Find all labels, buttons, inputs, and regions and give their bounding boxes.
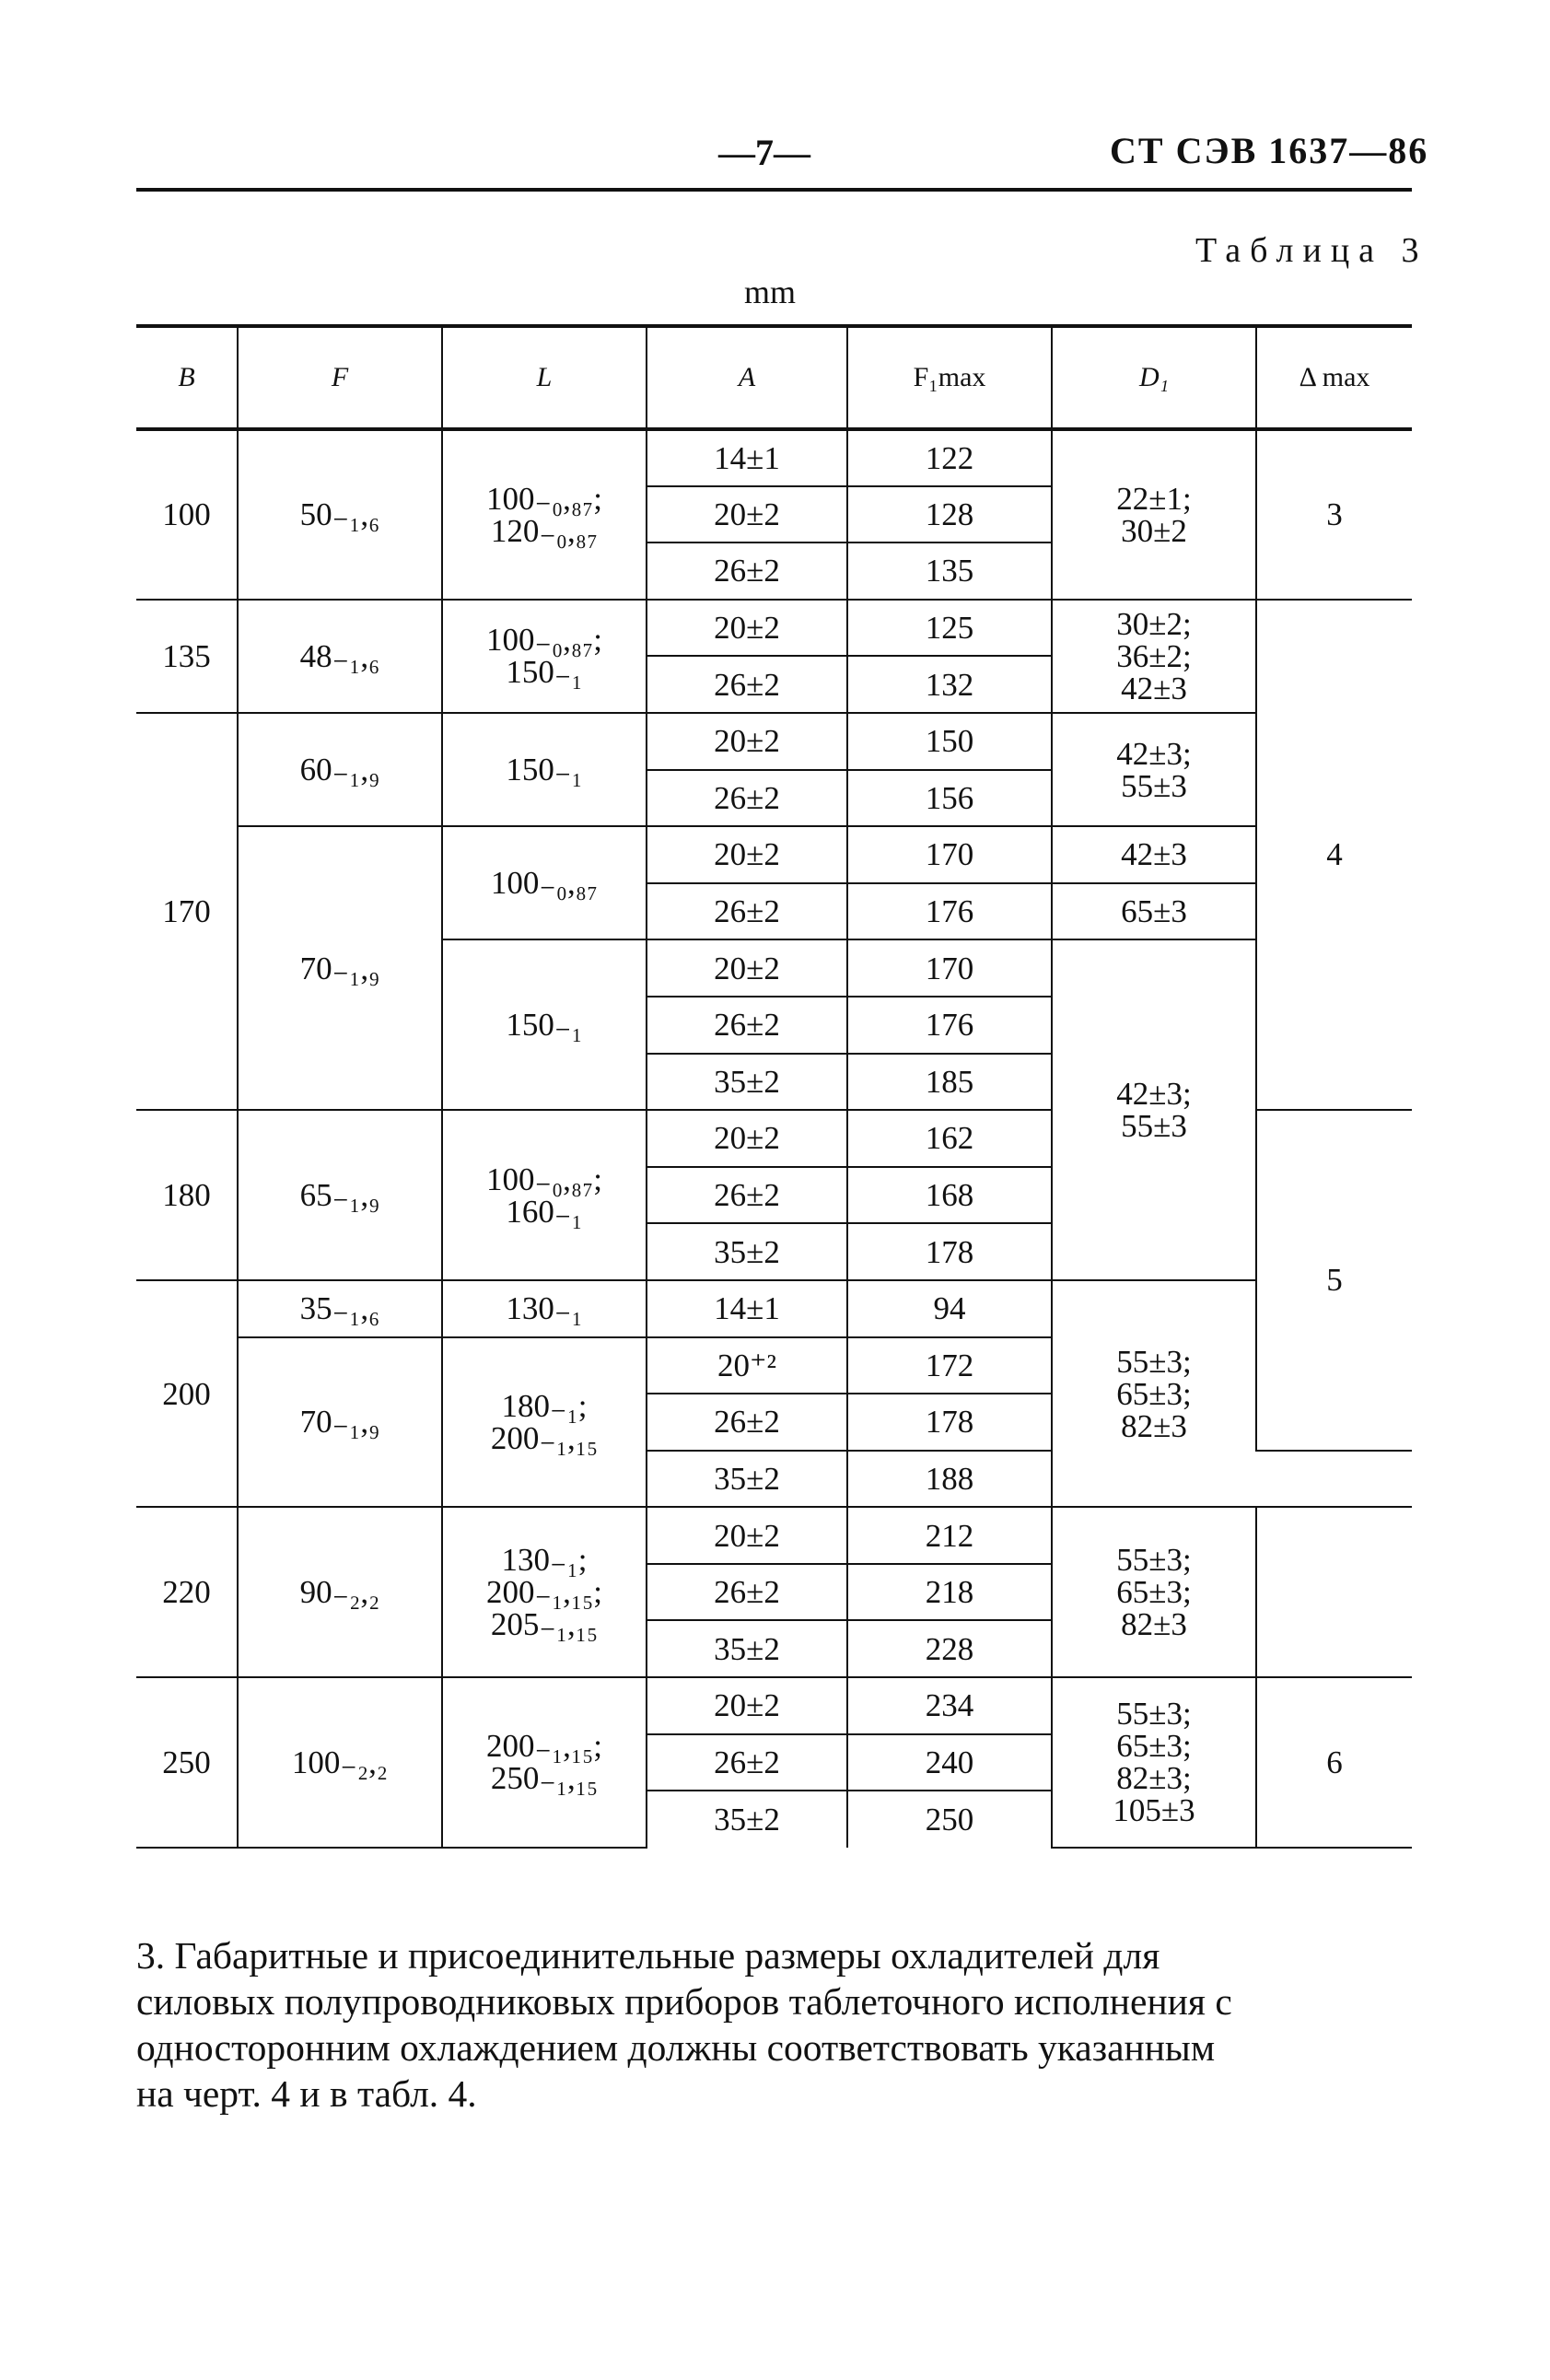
- header-rule: [136, 188, 1412, 192]
- cell-a: 35±2: [647, 1223, 847, 1280]
- cell-l: 180₋₁; 200₋₁,₁₅: [442, 1337, 647, 1508]
- cell-f1max: 178: [847, 1223, 1052, 1280]
- cell-a: 26±2: [647, 1167, 847, 1224]
- cell-f1max: 122: [847, 429, 1052, 486]
- table-row: [136, 429, 1412, 486]
- cell-a: 26±2: [647, 1734, 847, 1791]
- cell-f: 35₋₁,₆: [238, 1280, 442, 1337]
- cell-l: 150₋₁: [442, 713, 647, 826]
- cell-f: 48₋₁,₆: [238, 600, 442, 713]
- cell-a: 20±2: [647, 1677, 847, 1734]
- cell-f1max: 212: [847, 1507, 1052, 1564]
- cell-a: 35±2: [647, 1054, 847, 1111]
- cell-l: 130₋₁: [442, 1280, 647, 1337]
- table-row: [136, 1507, 1412, 1564]
- col-header-f1max: F₁max: [847, 326, 1052, 429]
- table-row: [136, 713, 1412, 770]
- table-units: mm: [744, 274, 797, 310]
- col-header-d1: D₁: [1052, 326, 1256, 429]
- cell-a: 35±2: [647, 1791, 847, 1848]
- cell-a: 14±1: [647, 1280, 847, 1337]
- cell-a: 20±2: [647, 486, 847, 543]
- cell-delta-max: 4: [1256, 600, 1412, 1110]
- paragraph-line: на черт. 4 и в табл. 4.: [136, 2072, 477, 2115]
- cell-a: 20±2: [647, 600, 847, 657]
- table-row: [136, 1280, 1412, 1337]
- cell-f1max: 218: [847, 1564, 1052, 1621]
- paragraph-line: 3. Габаритные и присоединительные размеры охладителей для: [136, 1934, 1160, 1977]
- cell-f: 65₋₁,₉: [238, 1110, 442, 1280]
- cell-b: 170: [136, 713, 238, 1110]
- cell-a: 26±2: [647, 1394, 847, 1451]
- col-header-l: L: [442, 326, 647, 429]
- cell-f1max: 168: [847, 1167, 1052, 1224]
- cell-a: 26±2: [647, 542, 847, 600]
- cell-d1: 30±2; 36±2; 42±3: [1052, 600, 1256, 713]
- cell-a: 26±2: [647, 883, 847, 940]
- cell-a: 26±2: [647, 997, 847, 1054]
- col-header-delta-max: Δ max: [1256, 326, 1412, 429]
- cell-l: 100₋₀,₈₇; 160₋₁: [442, 1110, 647, 1280]
- cell-f: 90₋₂,₂: [238, 1507, 442, 1677]
- cell-f: 60₋₁,₉: [238, 713, 442, 826]
- col-header-a: A: [647, 326, 847, 429]
- cell-f1max: 156: [847, 770, 1052, 827]
- cell-f: 100₋₂,₂: [238, 1677, 442, 1848]
- cell-f1max: 125: [847, 600, 1052, 657]
- cell-l: 200₋₁,₁₅; 250₋₁,₁₅: [442, 1677, 647, 1848]
- cell-d1: 55±3; 65±3; 82±3: [1052, 1507, 1256, 1677]
- cell-d1: 22±1; 30±2: [1052, 429, 1256, 600]
- col-header-b: B: [136, 326, 238, 429]
- cell-b: 250: [136, 1677, 238, 1848]
- col-header-f: F: [238, 326, 442, 429]
- cell-l: 100₋₀,₈₇; 120₋₀,₈₇: [442, 429, 647, 600]
- table-row: [136, 826, 1412, 883]
- cell-a: 35±2: [647, 1620, 847, 1677]
- cell-f1max: 128: [847, 486, 1052, 543]
- cell-a: 26±2: [647, 656, 847, 713]
- cell-f1max: 162: [847, 1110, 1052, 1167]
- cell-f1max: 250: [847, 1791, 1052, 1848]
- dimensions-table: [136, 324, 1412, 1849]
- cell-f1max: 188: [847, 1451, 1052, 1508]
- table-header-row: [136, 326, 1412, 429]
- cell-delta-max: [1256, 1507, 1412, 1677]
- cell-a: 14±1: [647, 429, 847, 486]
- cell-f1max: 234: [847, 1677, 1052, 1734]
- table-title: Таблица 3: [1195, 231, 1428, 270]
- cell-f1max: 170: [847, 826, 1052, 883]
- cell-d1: 65±3: [1052, 883, 1256, 940]
- cell-a: 20±2: [647, 1507, 847, 1564]
- cell-b: 220: [136, 1507, 238, 1677]
- cell-f1max: 228: [847, 1620, 1052, 1677]
- cell-f1max: 240: [847, 1734, 1052, 1791]
- cell-l: 130₋₁; 200₋₁,₁₅; 205₋₁,₁₅: [442, 1507, 647, 1677]
- standard-designation: СТ СЭВ 1637—86: [1110, 130, 1429, 171]
- cell-delta-max: 3: [1256, 429, 1412, 600]
- cell-f1max: 170: [847, 939, 1052, 997]
- cell-l: 100₋₀,₈₇: [442, 826, 647, 939]
- cell-a: 20±2: [647, 826, 847, 883]
- cell-a: 26±2: [647, 1564, 847, 1621]
- cell-b: 200: [136, 1280, 238, 1507]
- cell-d1: 55±3; 65±3; 82±3; 105±3: [1052, 1677, 1256, 1848]
- paragraph-line: силовых полупроводниковых приборов таблеточного исполнения с: [136, 1980, 1232, 2023]
- cell-f1max: 150: [847, 713, 1052, 770]
- paragraph-line: односторонним охлаждением должны соответствовать указанным: [136, 2026, 1216, 2069]
- cell-a: 20±2: [647, 939, 847, 997]
- cell-f: 70₋₁,₉: [238, 1337, 442, 1508]
- cell-delta-max: 5: [1256, 1110, 1412, 1451]
- cell-f1max: 135: [847, 542, 1052, 600]
- cell-f: 50₋₁,₆: [238, 429, 442, 600]
- cell-l: 150₋₁: [442, 939, 647, 1110]
- cell-f1max: 176: [847, 883, 1052, 940]
- table-row: [136, 1677, 1412, 1734]
- cell-f1max: 178: [847, 1394, 1052, 1451]
- page-number: —7—: [718, 132, 810, 173]
- cell-f: 70₋₁,₉: [238, 826, 442, 1110]
- cell-d1: 42±3; 55±3: [1052, 713, 1256, 826]
- cell-a: 20±2: [647, 1110, 847, 1167]
- cell-f1max: 176: [847, 997, 1052, 1054]
- cell-l: 100₋₀,₈₇; 150₋₁: [442, 600, 647, 713]
- cell-a: 20±2: [647, 713, 847, 770]
- body-paragraph: [136, 1932, 1412, 2117]
- cell-f1max: 132: [847, 656, 1052, 713]
- cell-a: 35±2: [647, 1451, 847, 1508]
- cell-delta-max: 6: [1256, 1677, 1412, 1848]
- cell-d1: 42±3; 55±3: [1052, 939, 1256, 1280]
- cell-a: 20⁺²: [647, 1337, 847, 1394]
- cell-d1: 42±3: [1052, 826, 1256, 883]
- cell-f1max: 172: [847, 1337, 1052, 1394]
- cell-b: 100: [136, 429, 238, 600]
- cell-f1max: 94: [847, 1280, 1052, 1337]
- cell-d1: 55±3; 65±3; 82±3: [1052, 1280, 1256, 1507]
- cell-b: 135: [136, 600, 238, 713]
- table-row: [136, 600, 1412, 657]
- cell-f1max: 185: [847, 1054, 1052, 1111]
- cell-a: 26±2: [647, 770, 847, 827]
- cell-b: 180: [136, 1110, 238, 1280]
